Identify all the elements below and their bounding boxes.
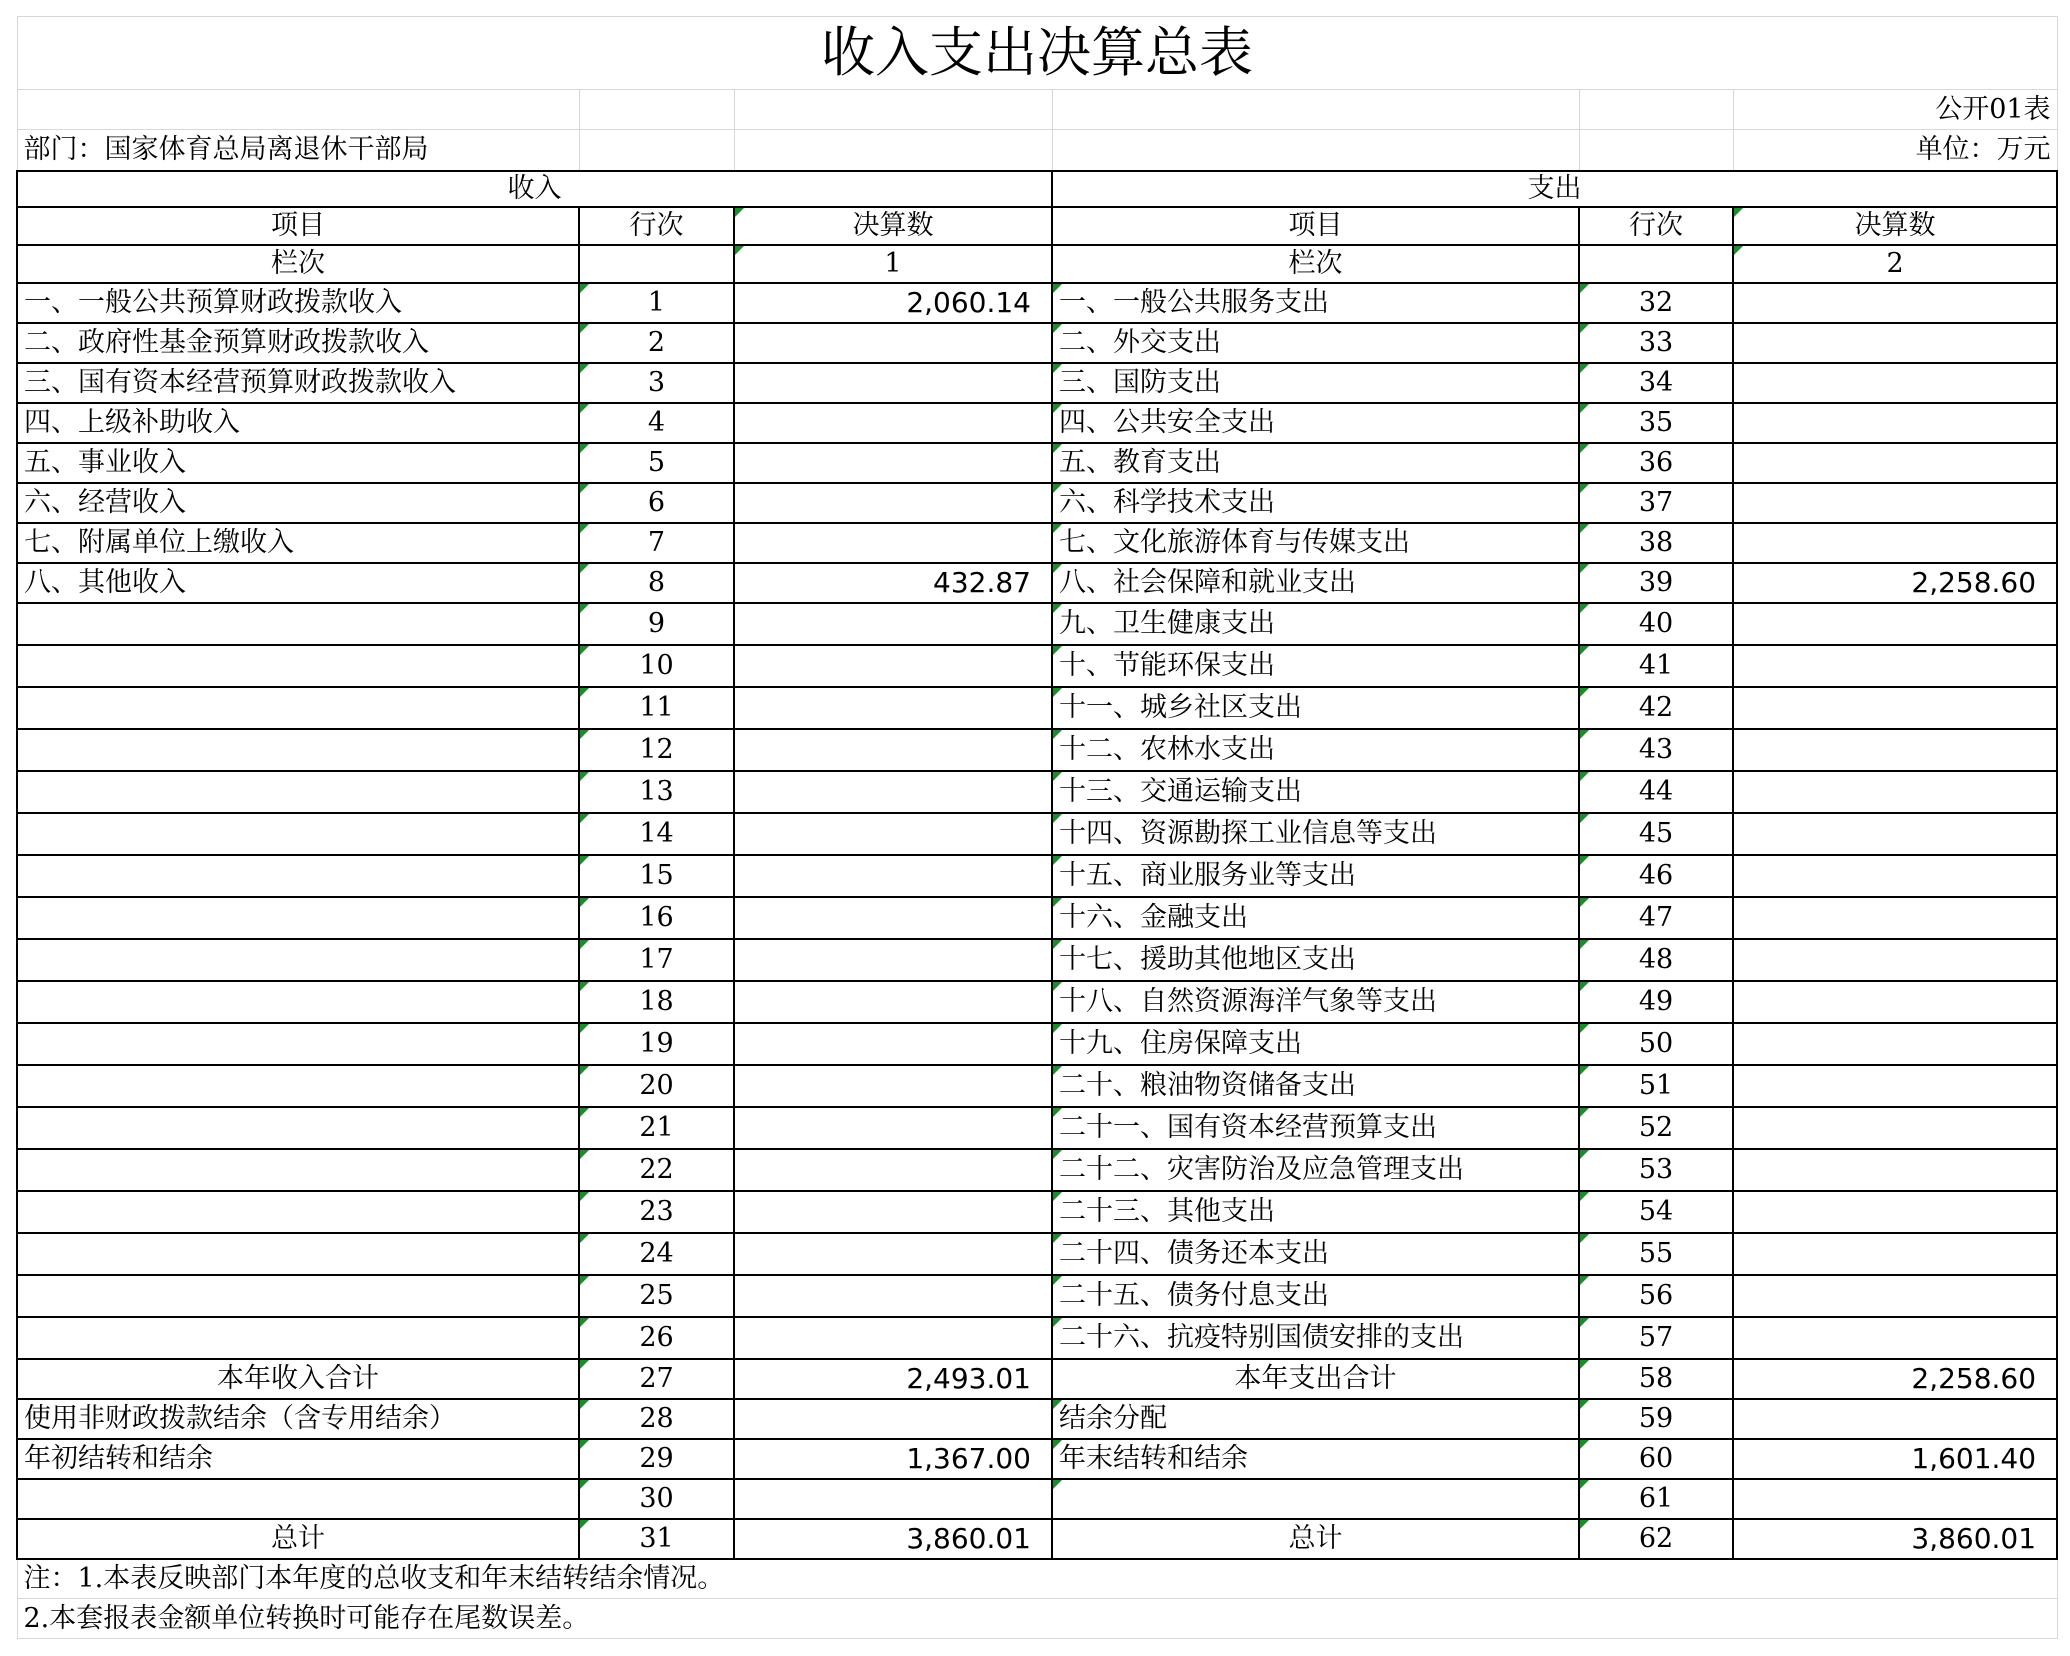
expense-amount: 2,258.60 (1733, 1359, 2057, 1399)
table-row (17, 1479, 2057, 1519)
income-amount (734, 1399, 1052, 1439)
income-amount (734, 813, 1052, 855)
expense-item: 六、科学技术支出 (1052, 483, 1579, 523)
income-amount: 2,060.14 (734, 283, 1052, 323)
income-item (17, 1317, 579, 1359)
expense-amount (1733, 1233, 2057, 1275)
income-item (17, 897, 579, 939)
income-row-number: 19 (579, 1023, 734, 1065)
income-rowno-header: 行次 (579, 207, 734, 245)
income-row-number: 15 (579, 855, 734, 897)
income-item (17, 813, 579, 855)
income-row-number: 30 (579, 1479, 734, 1519)
income-expense-table (16, 16, 2058, 1639)
expense-amount: 2,258.60 (1733, 563, 2057, 603)
table-row (17, 603, 2057, 645)
expense-item: 二十五、债务付息支出 (1052, 1275, 1579, 1317)
table-row (17, 897, 2057, 939)
note-row (17, 1599, 2057, 1639)
income-row-number: 18 (579, 981, 734, 1023)
income-amount (734, 1149, 1052, 1191)
table-row (17, 1439, 2057, 1479)
expense-amount (1733, 687, 2057, 729)
expense-row-number: 51 (1579, 1065, 1733, 1107)
income-item (17, 939, 579, 981)
income-amount (734, 1479, 1052, 1519)
expense-item: 结余分配 (1052, 1399, 1579, 1439)
income-amount (734, 1275, 1052, 1317)
income-item (17, 1275, 579, 1317)
expense-row-number: 53 (1579, 1149, 1733, 1191)
income-row-number: 24 (579, 1233, 734, 1275)
income-amount (734, 687, 1052, 729)
expense-item: 总计 (1052, 1519, 1579, 1559)
income-item: 八、其他收入 (17, 563, 579, 603)
expense-row-number: 62 (1579, 1519, 1733, 1559)
income-amount: 1,367.00 (734, 1439, 1052, 1479)
table-note: 2.本套报表金额单位转换时可能存在尾数误差。 (17, 1599, 2057, 1639)
expense-item: 二十二、灾害防治及应急管理支出 (1052, 1149, 1579, 1191)
income-amount (734, 771, 1052, 813)
income-row-number: 8 (579, 563, 734, 603)
income-amount (734, 1107, 1052, 1149)
income-amount (734, 523, 1052, 563)
income-amount (734, 443, 1052, 483)
income-item: 六、经营收入 (17, 483, 579, 523)
table-row (17, 855, 2057, 897)
income-item (17, 855, 579, 897)
expense-amount (1733, 771, 2057, 813)
expense-item: 四、公共安全支出 (1052, 403, 1579, 443)
expense-item: 三、国防支出 (1052, 363, 1579, 403)
table-row (17, 1149, 2057, 1191)
income-row-number: 22 (579, 1149, 734, 1191)
unit-label: 单位：万元 (1733, 130, 2057, 171)
expense-row-number: 42 (1579, 687, 1733, 729)
expense-amount (1733, 645, 2057, 687)
expense-item: 十三、交通运输支出 (1052, 771, 1579, 813)
expense-item: 年末结转和结余 (1052, 1439, 1579, 1479)
income-amount (734, 1233, 1052, 1275)
income-row-number: 31 (579, 1519, 734, 1559)
table-row (17, 1317, 2057, 1359)
income-item: 使用非财政拨款结余（含专用结余） (17, 1399, 579, 1439)
table-row (17, 1275, 2057, 1317)
table-row (17, 1399, 2057, 1439)
income-row-number: 4 (579, 403, 734, 443)
expense-item: 八、社会保障和就业支出 (1052, 563, 1579, 603)
expense-row-number: 37 (1579, 483, 1733, 523)
expense-row-number: 55 (1579, 1233, 1733, 1275)
table-row (17, 939, 2057, 981)
expense-row-number: 38 (1579, 523, 1733, 563)
expense-item: 二十四、债务还本支出 (1052, 1233, 1579, 1275)
expense-row-number: 50 (1579, 1023, 1733, 1065)
expense-amount (1733, 1023, 2057, 1065)
expense-item: 十九、住房保障支出 (1052, 1023, 1579, 1065)
income-amount (734, 897, 1052, 939)
expense-row-number: 32 (1579, 283, 1733, 323)
expense-item: 二十、粮油物资储备支出 (1052, 1065, 1579, 1107)
income-item-header: 项目 (17, 207, 579, 245)
income-amount: 3,860.01 (734, 1519, 1052, 1559)
income-item: 三、国有资本经营预算财政拨款收入 (17, 363, 579, 403)
expense-amount (1733, 323, 2057, 363)
income-item: 七、附属单位上缴收入 (17, 523, 579, 563)
expense-header: 支出 (1052, 171, 2057, 207)
expense-item: 二十六、抗疫特别国债安排的支出 (1052, 1317, 1579, 1359)
income-row-number: 10 (579, 645, 734, 687)
income-amount (734, 1191, 1052, 1233)
expense-item: 二十三、其他支出 (1052, 1191, 1579, 1233)
income-amount (734, 1317, 1052, 1359)
income-column-number: 1 (734, 245, 1052, 283)
expense-item: 五、教育支出 (1052, 443, 1579, 483)
income-item: 一、一般公共预算财政拨款收入 (17, 283, 579, 323)
income-amount (734, 603, 1052, 645)
expense-amount (1733, 1399, 2057, 1439)
income-item (17, 645, 579, 687)
expense-item-header: 项目 (1052, 207, 1579, 245)
income-row-number: 20 (579, 1065, 734, 1107)
table-row (17, 687, 2057, 729)
income-amount (734, 1023, 1052, 1065)
table-row (17, 1107, 2057, 1149)
expense-amount (1733, 483, 2057, 523)
income-item (17, 729, 579, 771)
expense-row-number: 45 (1579, 813, 1733, 855)
income-row-number: 21 (579, 1107, 734, 1149)
expense-row-number: 49 (1579, 981, 1733, 1023)
expense-amount (1733, 1107, 2057, 1149)
income-item (17, 1233, 579, 1275)
income-item (17, 1479, 579, 1519)
expense-item: 十、节能环保支出 (1052, 645, 1579, 687)
income-row-number: 26 (579, 1317, 734, 1359)
income-item (17, 771, 579, 813)
income-amount (734, 1065, 1052, 1107)
expense-row-number: 61 (1579, 1479, 1733, 1519)
expense-item: 一、一般公共服务支出 (1052, 283, 1579, 323)
table-row (17, 483, 2057, 523)
table-row (17, 443, 2057, 483)
expense-row-number: 46 (1579, 855, 1733, 897)
spreadsheet-sheet (16, 16, 2056, 1639)
income-row-number: 2 (579, 323, 734, 363)
expense-row-number: 47 (1579, 897, 1733, 939)
income-item: 年初结转和结余 (17, 1439, 579, 1479)
income-amount (734, 855, 1052, 897)
table-row (17, 645, 2057, 687)
income-amount (734, 981, 1052, 1023)
expense-item: 十一、城乡社区支出 (1052, 687, 1579, 729)
expense-item: 十二、农林水支出 (1052, 729, 1579, 771)
expense-row-number: 54 (1579, 1191, 1733, 1233)
table-row (17, 1191, 2057, 1233)
table-note: 注：1.本表反映部门本年度的总收支和年末结转结余情况。 (17, 1559, 2057, 1599)
expense-item: 本年支出合计 (1052, 1359, 1579, 1399)
expense-column-number: 2 (1733, 245, 2057, 283)
income-item (17, 1149, 579, 1191)
income-item: 本年收入合计 (17, 1359, 579, 1399)
income-row-number: 29 (579, 1439, 734, 1479)
income-amount (734, 323, 1052, 363)
income-item (17, 981, 579, 1023)
table-row (17, 813, 2057, 855)
table-row (17, 363, 2057, 403)
income-row-number: 5 (579, 443, 734, 483)
income-row-number: 6 (579, 483, 734, 523)
expense-item: 二十一、国有资本经营预算支出 (1052, 1107, 1579, 1149)
income-amount (734, 403, 1052, 443)
income-amount (734, 363, 1052, 403)
expense-row-number: 58 (1579, 1359, 1733, 1399)
expense-amount (1733, 1065, 2057, 1107)
income-item (17, 1065, 579, 1107)
income-row-number: 14 (579, 813, 734, 855)
income-amount: 2,493.01 (734, 1359, 1052, 1399)
expense-row-number: 48 (1579, 939, 1733, 981)
income-item (17, 1023, 579, 1065)
income-row-number: 13 (579, 771, 734, 813)
expense-row-number: 60 (1579, 1439, 1733, 1479)
table-row (17, 1359, 2057, 1399)
expense-item: 十四、资源勘探工业信息等支出 (1052, 813, 1579, 855)
form-code: 公开01表 (1733, 90, 2057, 130)
expense-item: 二、外交支出 (1052, 323, 1579, 363)
income-item (17, 1107, 579, 1149)
income-column-index: 栏次 (17, 245, 579, 283)
expense-amount (1733, 1317, 2057, 1359)
expense-amount: 1,601.40 (1733, 1439, 2057, 1479)
expense-row-number: 35 (1579, 403, 1733, 443)
expense-row-number: 43 (1579, 729, 1733, 771)
table-row (17, 323, 2057, 363)
income-row-number: 3 (579, 363, 734, 403)
table-row (17, 1023, 2057, 1065)
income-row-number: 12 (579, 729, 734, 771)
table-row (17, 563, 2057, 603)
income-row-number: 16 (579, 897, 734, 939)
expense-row-number: 56 (1579, 1275, 1733, 1317)
income-row-number: 7 (579, 523, 734, 563)
table-row (17, 283, 2057, 323)
expense-amount (1733, 363, 2057, 403)
table-row (17, 523, 2057, 563)
expense-row-number: 59 (1579, 1399, 1733, 1439)
expense-amount (1733, 1191, 2057, 1233)
expense-row-number: 40 (1579, 603, 1733, 645)
expense-amount (1733, 1275, 2057, 1317)
income-item: 总计 (17, 1519, 579, 1559)
expense-row-number: 39 (1579, 563, 1733, 603)
income-row-number: 23 (579, 1191, 734, 1233)
expense-item: 十六、金融支出 (1052, 897, 1579, 939)
note-row (17, 1559, 2057, 1599)
expense-column-index: 栏次 (1052, 245, 1579, 283)
expense-item (1052, 1479, 1579, 1519)
expense-amount (1733, 443, 2057, 483)
income-row-number: 1 (579, 283, 734, 323)
expense-amount (1733, 603, 2057, 645)
expense-amount (1733, 813, 2057, 855)
income-amount-header: 决算数 (734, 207, 1052, 245)
expense-amount (1733, 1149, 2057, 1191)
income-item: 五、事业收入 (17, 443, 579, 483)
expense-amount-header: 决算数 (1733, 207, 2057, 245)
expense-row-number: 52 (1579, 1107, 1733, 1149)
expense-item: 九、卫生健康支出 (1052, 603, 1579, 645)
income-item (17, 687, 579, 729)
income-row-number: 25 (579, 1275, 734, 1317)
income-row-number: 27 (579, 1359, 734, 1399)
expense-item: 十五、商业服务业等支出 (1052, 855, 1579, 897)
expense-row-number: 34 (1579, 363, 1733, 403)
table-row (17, 729, 2057, 771)
expense-amount (1733, 729, 2057, 771)
expense-amount (1733, 939, 2057, 981)
expense-row-number: 36 (1579, 443, 1733, 483)
income-row-number: 17 (579, 939, 734, 981)
expense-amount (1733, 403, 2057, 443)
expense-amount (1733, 981, 2057, 1023)
income-row-number: 28 (579, 1399, 734, 1439)
expense-row-number: 33 (1579, 323, 1733, 363)
income-item: 四、上级补助收入 (17, 403, 579, 443)
expense-item: 十七、援助其他地区支出 (1052, 939, 1579, 981)
expense-amount (1733, 897, 2057, 939)
page-title: 收入支出决算总表 (17, 17, 2057, 90)
income-amount (734, 939, 1052, 981)
expense-row-number: 44 (1579, 771, 1733, 813)
income-item: 二、政府性基金预算财政拨款收入 (17, 323, 579, 363)
income-item (17, 1191, 579, 1233)
table-row (17, 1233, 2057, 1275)
department-label: 部门：国家体育总局离退休干部局 (17, 130, 579, 171)
expense-amount: 3,860.01 (1733, 1519, 2057, 1559)
income-row-number: 11 (579, 687, 734, 729)
income-amount (734, 483, 1052, 523)
income-amount (734, 729, 1052, 771)
table-row (17, 403, 2057, 443)
expense-row-number: 57 (1579, 1317, 1733, 1359)
expense-item: 十八、自然资源海洋气象等支出 (1052, 981, 1579, 1023)
table-row (17, 771, 2057, 813)
table-row (17, 1065, 2057, 1107)
table-row (17, 981, 2057, 1023)
income-item (17, 603, 579, 645)
expense-amount (1733, 1479, 2057, 1519)
expense-rowno-header: 行次 (1579, 207, 1733, 245)
table-row (17, 1519, 2057, 1559)
income-header: 收入 (17, 171, 1052, 207)
expense-amount (1733, 855, 2057, 897)
expense-amount (1733, 523, 2057, 563)
income-row-number: 9 (579, 603, 734, 645)
expense-row-number: 41 (1579, 645, 1733, 687)
expense-item: 七、文化旅游体育与传媒支出 (1052, 523, 1579, 563)
expense-amount (1733, 283, 2057, 323)
income-amount (734, 645, 1052, 687)
income-amount: 432.87 (734, 563, 1052, 603)
